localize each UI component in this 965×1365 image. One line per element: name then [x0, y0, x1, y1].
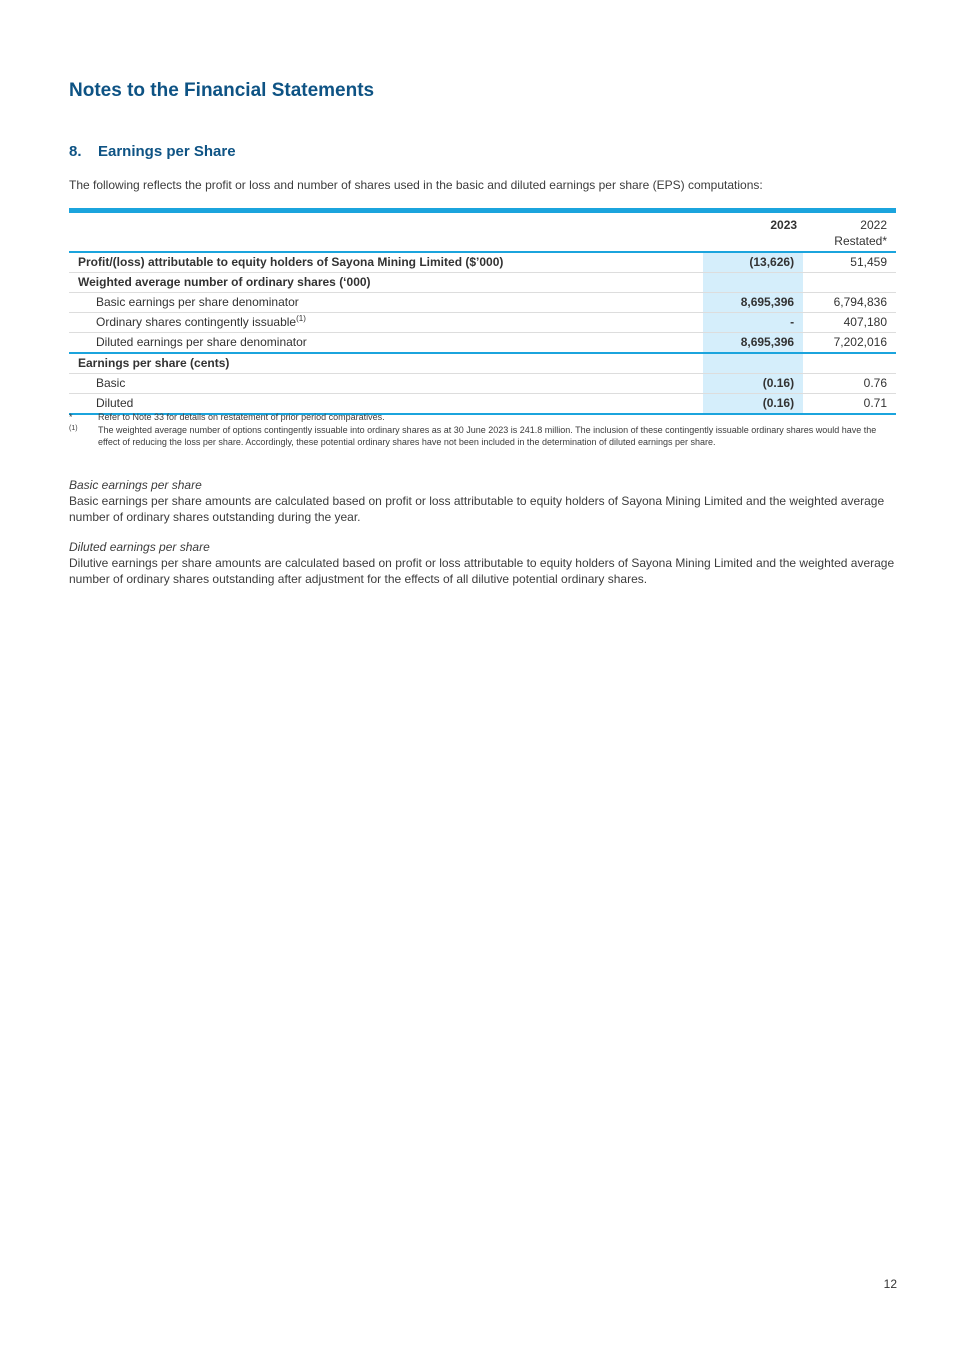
header-2023: 2023 [703, 211, 803, 253]
header-label-cell [69, 211, 703, 253]
value-2022: 0.71 [803, 394, 896, 415]
eps-table [69, 208, 896, 415]
value-2023: (13,626) [703, 252, 803, 273]
value-2023 [703, 353, 803, 374]
value-2022: 7,202,016 [803, 333, 896, 354]
value-2022 [803, 273, 896, 293]
footnote-marker: (1) [69, 424, 78, 432]
value-2022: 0.76 [803, 374, 896, 394]
row-label: Profit/(loss) attributable to equity holders of Sayona Mining Limited ($’000) [69, 252, 703, 273]
footnote [69, 411, 896, 424]
footnote-marker: * [69, 412, 73, 422]
footnote-ref: (1) [296, 314, 306, 323]
row-label: Basic [69, 374, 703, 394]
section-title: Earnings per Share [98, 143, 236, 160]
paragraph-text: Dilutive earnings per share amounts are calculated based on profit or loss attributable to equity holders of Sayona Mining Limited and the weighted average number of ordinary shares outstanding after adjustment for the effects of all dilutive potential ordinary shares. [69, 556, 895, 586]
row-label: Diluted earnings per share denominator [69, 333, 703, 354]
value-2022: 407,180 [803, 313, 896, 333]
header-2022-year: 2022 [860, 218, 887, 232]
header-2022 [803, 211, 896, 253]
row-label: Diluted [69, 394, 703, 415]
section-number: 8. [69, 143, 82, 160]
row-label: Weighted average number of ordinary shares (‘000) [69, 273, 703, 293]
value-2023: 8,695,396 [703, 333, 803, 354]
footnotes [69, 411, 896, 449]
paragraph-heading: Basic earnings per share [69, 478, 202, 492]
row-label-text: Ordinary shares contingently issuable [96, 315, 297, 329]
value-2022: 51,459 [803, 252, 896, 273]
value-2023: (0.16) [703, 374, 803, 394]
table-row [69, 252, 896, 273]
paragraph-heading: Diluted earnings per share [69, 540, 210, 554]
diluted-eps-paragraph [69, 539, 898, 587]
table-row [69, 273, 896, 293]
value-2023: 8,695,396 [703, 293, 803, 313]
page-number: 12 [883, 1277, 897, 1291]
section-heading [69, 143, 236, 160]
table-row [69, 293, 896, 313]
table-row [69, 374, 896, 394]
row-label: Earnings per share (cents) [69, 353, 703, 374]
footnote-text: The weighted average number of options contingently issuable into ordinary shares as at 30 June 2023 is 241.8 million. The inclusion of these contingently issuable ordinary shares would have the effect of reducing the loss per share. Accordingly, these potential ordinary shares have not been included in the determination of diluted earnings per share. [98, 424, 877, 447]
table-row [69, 353, 896, 374]
table-row [69, 333, 896, 354]
table-row [69, 313, 896, 333]
value-2023: - [703, 313, 803, 333]
page-title: Notes to the Financial Statements [69, 80, 375, 101]
basic-eps-paragraph [69, 477, 898, 525]
footnote [69, 424, 896, 449]
table-header-row [69, 211, 896, 253]
value-2022: 6,794,836 [803, 293, 896, 313]
row-label [69, 313, 703, 333]
header-2022-restated: Restated* [834, 234, 887, 248]
footnote-text: Refer to Note 33 for details on restatement of prior period comparatives. [98, 412, 385, 422]
value-2023: (0.16) [703, 394, 803, 415]
row-label: Basic earnings per share denominator [69, 293, 703, 313]
value-2022 [803, 353, 896, 374]
paragraph-text: Basic earnings per share amounts are calculated based on profit or loss attributable to equity holders of Sayona Mining Limited and the weighted average number of ordinary shares outstanding during the year. [69, 494, 885, 524]
value-2023 [703, 273, 803, 293]
section-intro: The following reflects the profit or loss and number of shares used in the basic and diluted earnings per share (EPS) computations: [69, 178, 763, 192]
